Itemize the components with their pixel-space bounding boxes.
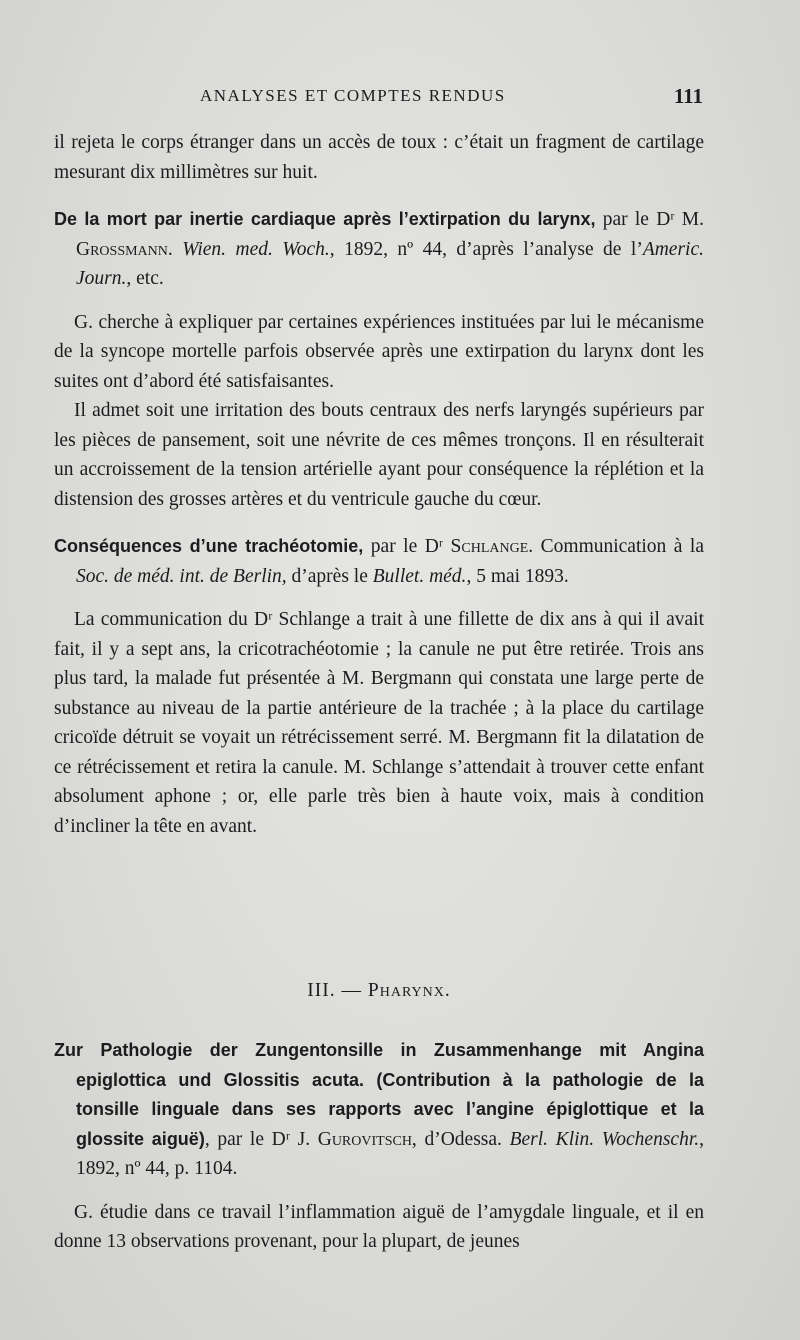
paragraph: G. étudie dans ce travail l’inflammation aiguë de l’amygdale linguale, et il en donne 13 observations provenant, pour la plupart, de jeunes [54,1201,704,1252]
page-header [0,86,800,116]
page-number: 111 [673,84,703,108]
entry-author: Grossmann. [76,238,173,260]
paragraph: Il admet soit une irritation des bouts centraux des nerfs laryngés supérieurs par les pièces de pansement, soit une névrite de ces mêmes tronçons. Il en résulterait un accroissement de la tension artérielle ayant pour conséquence la réplétion et la distension des grosses artères et du ventricule gauche du cœur. [54,400,704,510]
entry-author: Gurovitsch, [317,1128,417,1150]
entry-grossmann: De la mort par inertie cardiaque après l’extirpation du larynx, par le Dʳ M. Grossmann. Wien. med. Woch., 1892, nº 44, d’après l’analyse de l’Americ. Journ., etc. [54,209,704,289]
section-heading: III. — Pharynx. [307,980,451,1001]
entry-journal: Wien. med. Woch. [172,238,330,260]
body-text-2 [54,1036,704,1257]
entry-title: Zur Pathologie der Zungentonsille in Zusammenhange mit Angina epiglottica und Glossitis acuta. (Contribution à la pathologie de la tonsille linguale dans ses rapports avec l’angine épiglottique et la glossite aiguë) [54,1040,704,1149]
entry-journal: Soc. de méd. int. de Berlin, [76,565,287,587]
paragraph: G. cherche à expliquer par certaines expériences instituées par lui le mécanisme de la syncope mortelle parfois observée après une extirpation du larynx dont les suites ont d’abord été satisfaisantes. [54,311,704,392]
running-title: ANALYSES ET COMPTES RENDUS [200,86,506,105]
entry-author: Schlange. [450,536,534,557]
entry-gurovitsch: Zur Pathologie der Zungentonsille in Zusammenhange mit Angina epiglottica und Glossitis acuta. (Contribution à la pathologie de la tonsille linguale dans ses rapports avec l’angine épiglottique et la glossite aiguë), par le Dʳ J. Gurovitsch, d’Odessa. Berl. Klin. Wochenschr., 1892, nº 44, p. 1104. [54,1040,704,1179]
paragraph-continuation: il rejeta le corps étranger dans un accès de toux : c’était un fragment de cartilage mesurant dix millimètres sur huit. [54,132,704,183]
paragraph: La communication du Dʳ Schlange a trait à une fillette de dix ans à qui il avait fait, il y a sept ans, la cricotrachéotomie ; la canule ne put être retirée. Trois ans plus tard, la malade fut présentée à M. Bergmann qui constata une large perte de substance au niveau de la partie antérieure de la trachée ; à la place du cartilage cricoïde détruit se voyait un rétrécissement serré. M. Bergmann fit la dilatation de ce rétrécissement et retira la canule. M. Schlange s’attendait à trouver cette enfant absolument aphone ; or, elle parle très bien à haute voix, mais à condition d’incliner la tête en avant. [54,609,704,837]
section-heading-block [54,976,704,1006]
entry-journal: Berl. Klin. Wochenschr. [509,1128,700,1150]
entry-title: Conséquences d’une trachéotomie, [54,536,364,556]
body-text [54,128,704,841]
entry-title: De la mort par inertie cardiaque après l’extirpation du larynx, [54,209,596,229]
entry-schlange: Conséquences d’une trachéotomie, par le Dʳ Schlange. Communication à la Soc. de méd. int. de Berlin, d’après le Bullet. méd., 5 mai 1893. [54,536,704,587]
